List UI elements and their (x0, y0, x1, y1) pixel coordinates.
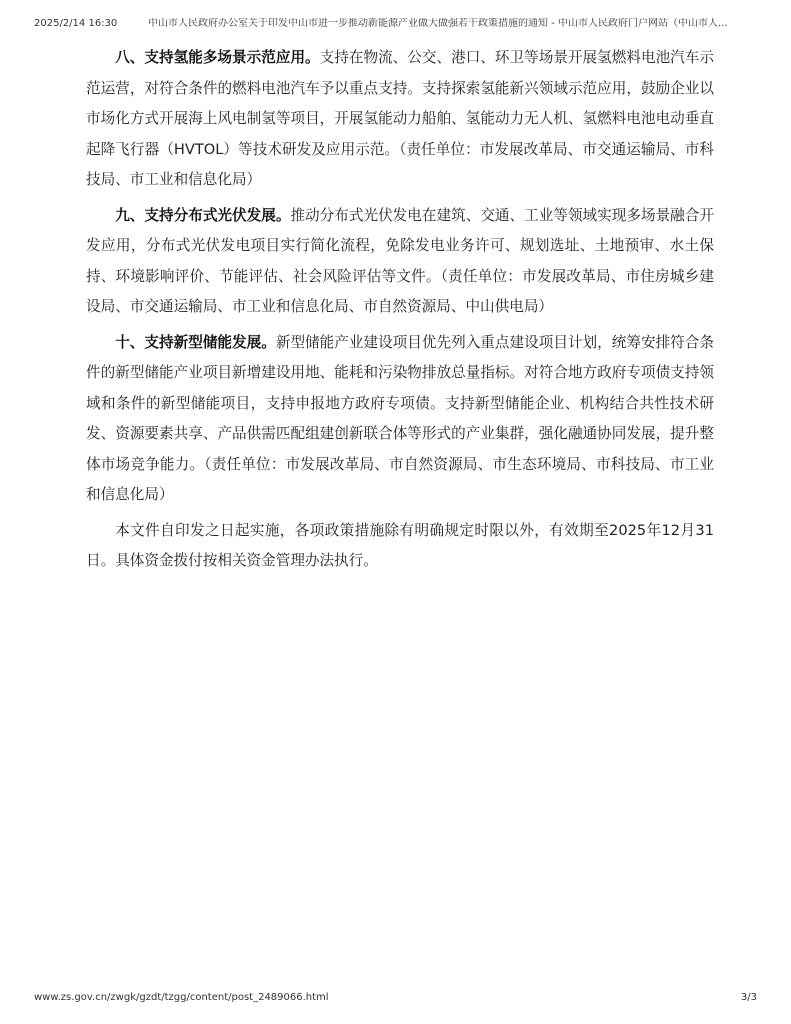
page-url: www.zs.gov.cn/zwgk/gzdt/tzgg/content/post_2489066.html (34, 992, 329, 1003)
print-date: 2025/2/14 16:30 (34, 18, 118, 29)
document-body (86, 43, 714, 582)
section-9-body: 推动分布式光伏发电在建筑、交通、工业等领域实现多场景融合开发应用，分布式光伏发电项目实行简化流程，免除发电业务许可、规划选址、土地预审、水土保持、环境影响评价、节能评估、社会风险评估等文件。（责任单位：市发展改革局、市住房城乡建设局、市交通运输局、市工业和信息化局、市自然资源局、中山供电局） (86, 206, 714, 315)
section-9-paragraph (86, 201, 714, 323)
section-9-heading: 九、支持分布式光伏发展。 (115, 206, 291, 224)
section-8-heading: 八、支持氢能多场景示范应用。 (115, 49, 320, 66)
print-footer (0, 990, 791, 1010)
page-number: 3/3 (740, 992, 757, 1003)
print-header (0, 0, 791, 30)
section-10-body: 新型储能产业建设项目优先列入重点建设项目计划，统筹安排符合条件的新型储能产业项目新增建设用地、能耗和污染物排放总量指标。对符合地方政府专项债支持领域和条件的新型储能项目，支持申报地方政府专项债。支持新型储能企业、机构结合共性技术研发、资源要素共享、产品供需匹配组建创新联合体等形式的产业集群，强化融通协同发展，提升整体市场竞争能力。（责任单位：市发展改革局、市自然资源局、市生态环境局、市科技局、市工业和信息化局） (86, 333, 714, 503)
section-8-paragraph (86, 43, 714, 196)
print-page-title: 中山市人民政府办公室关于印发中山市进一步推动新能源产业做大做强若干政策措施的通知 - 中山市人民政府门户网站（中山市人... (148, 18, 728, 29)
closing-paragraph: 本文件自印发之日起实施，各项政策措施除有明确规定时限以外，有效期至2025年12月31日。具体资金拨付按相关资金管理办法执行。 (86, 521, 714, 569)
section-8-body: 支持在物流、公交、港口、环卫等场景开展氢燃料电池汽车示范运营，对符合条件的燃料电池汽车予以重点支持。支持探索氢能新兴领域示范应用，鼓励企业以市场化方式开展海上风电制氢等项目，开展氢能动力船舶、氢能动力无人机、氢燃料电池电动垂直起降飞行器（HVTOL）等技术研发及应用示范。（责任单位：市发展改革局、市交通运输局、市科技局、市工业和信息化局） (86, 49, 714, 188)
section-10-paragraph (86, 328, 714, 511)
section-10-heading: 十、支持新型储能发展。 (115, 333, 276, 351)
